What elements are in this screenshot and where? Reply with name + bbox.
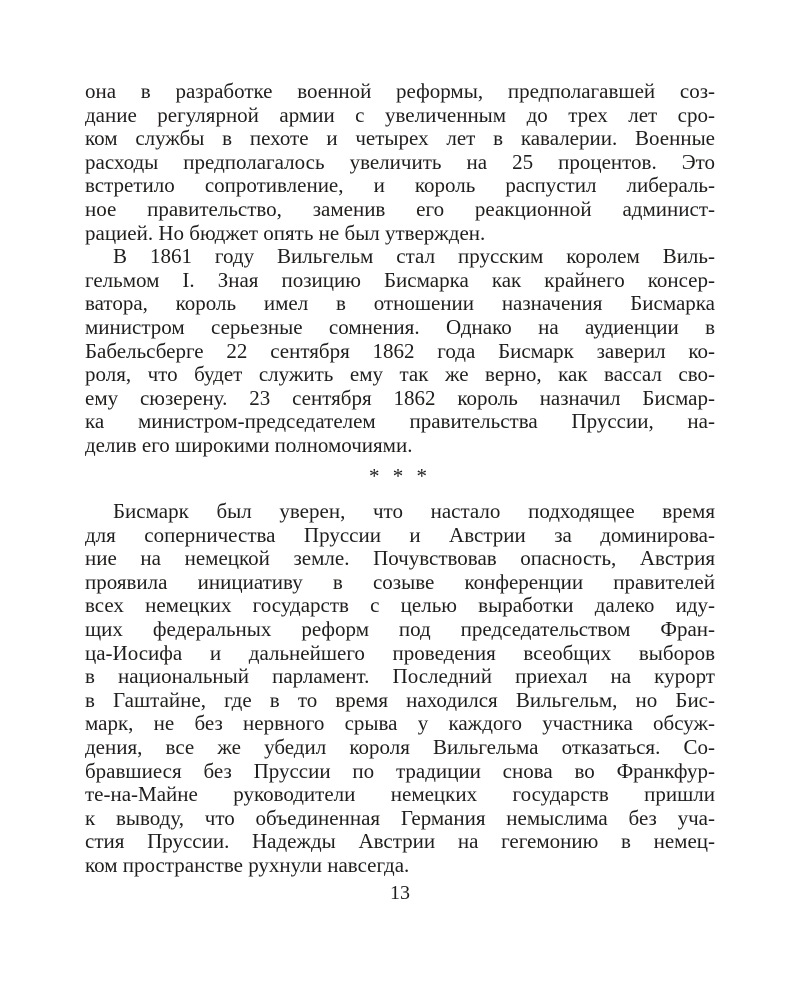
text-line: всех немецких государств с целью выработки далеко иду- [85,593,715,618]
text-line: ное правительство, заменив его реакционной админист- [85,196,715,221]
text-line: Бисмарк был уверен, что настало подходящее время [113,499,715,524]
page-number: 13 [390,882,410,904]
text-line: проявила инициативу в созыве конференции правителей [85,569,715,594]
text-line: бравшиеся без Пруссии по традиции снова во Франкфур- [85,758,715,783]
text-line: расходы предполагалось увеличить на 25 процентов. Это [85,149,715,174]
text-line: стия Пруссии. Надежды Австрии на гегемонию в немец- [85,829,715,854]
text-line: к выводу, что объединенная Германия немыслима без уча- [85,805,715,830]
text-line: роля, что будет служить ему так же верно, как вассал сво- [85,362,715,387]
text-line: ка министром-председателем правительства Пруссии, на- [85,409,715,434]
text-line: ему сюзерену. 23 сентября 1862 король назначил Бисмар- [85,385,715,410]
text-line: ние на немецкой земле. Почувствовав опасность, Австрия [85,546,715,571]
text-line: она в разработке военной реформы, предполагавшей соз- [85,79,715,103]
section-separator: * * * [369,463,431,488]
text-line: те-на-Майне руководители немецких государств пришли [85,782,715,807]
page-text [85,80,715,878]
text-line: ца-Иосифа и дальнейшего проведения всеобщих выборов [85,640,715,665]
text-line: рацией. Но бюджет опять не был утвержден. [85,220,486,245]
text-line: встретило сопротивление, и король распустил либераль- [85,173,715,198]
text-line: В 1861 году Вильгельм стал прусским королем Виль- [113,244,715,269]
text-line: министром серьезные сомнения. Однако на аудиенции в [85,314,715,339]
text-line: щих федеральных реформ под председательством Фран- [85,617,715,642]
text-line: марк, не без нервного срыва у каждого участника обсуж- [85,711,715,736]
text-line: Бабельсберге 22 сентября 1862 года Бисмарк заверил ко- [85,338,715,363]
text-line: дание регулярной армии с увеличенным до трех лет сро- [85,102,715,127]
text-line: в Гаштайне, где в то время находился Вильгельм, но Бис- [85,687,715,712]
text-line: ватора, король имел в отношении назначения Бисмарка [85,291,715,316]
text-line: для соперничества Пруссии и Австрии за доминирова- [85,522,715,547]
text-line: в национальный парламент. Последний приехал на курорт [85,664,715,689]
text-line: ком пространстве рухнули навсегда. [85,853,410,877]
text-line: ком службы в пехоте и четырех лет в кавалерии. Военные [85,126,715,151]
text-line: делив его широкими полномочиями. [85,432,413,457]
text-line: гельмом I. Зная позицию Бисмарка как крайнего консер- [85,267,715,292]
text-line: дения, все же убедил короля Вильгельма отказаться. Со- [85,735,715,760]
